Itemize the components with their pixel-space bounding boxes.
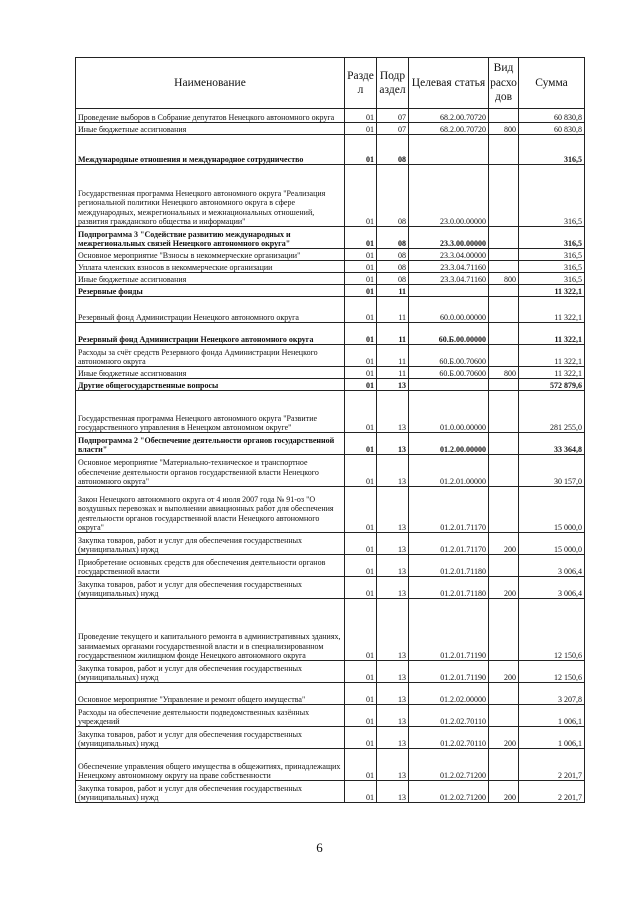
row-target-article: 01.2.02.71200 bbox=[409, 749, 489, 781]
row-sum: 11 322,1 bbox=[519, 297, 585, 323]
row-razdel: 01 bbox=[345, 249, 377, 261]
row-podrazdel: 08 bbox=[377, 135, 409, 165]
row-name: Приобретение основных средств для обеспечения деятельности органов государственной власти bbox=[76, 555, 345, 577]
row-target-article: 01.2.01.00000 bbox=[409, 455, 489, 487]
table-row bbox=[76, 433, 585, 455]
header-target-article: Целевая статья bbox=[409, 58, 489, 109]
row-name: Закупка товаров, работ и услуг для обеспечения государственных (муниципальных) нужд bbox=[76, 727, 345, 749]
row-razdel: 01 bbox=[345, 367, 377, 379]
row-expense-type: 800 bbox=[489, 123, 519, 135]
row-podrazdel: 13 bbox=[377, 749, 409, 781]
row-podrazdel: 08 bbox=[377, 249, 409, 261]
row-razdel: 01 bbox=[345, 297, 377, 323]
row-podrazdel: 13 bbox=[377, 577, 409, 599]
row-razdel: 01 bbox=[345, 749, 377, 781]
row-expense-type bbox=[489, 487, 519, 533]
page-number: 6 bbox=[316, 840, 323, 855]
row-name: Государственная программа Ненецкого автономного округа "Реализация региональной политики Ненецкого автономного округа в сфере международных, межрегиональных и межнациональных отношений, развития гражданского общества и информации" bbox=[76, 165, 345, 227]
row-razdel: 01 bbox=[345, 261, 377, 273]
row-razdel: 01 bbox=[345, 455, 377, 487]
row-razdel: 01 bbox=[345, 487, 377, 533]
table-row bbox=[76, 487, 585, 533]
row-sum: 1 006,1 bbox=[519, 727, 585, 749]
table-row bbox=[76, 165, 585, 227]
row-expense-type bbox=[489, 379, 519, 391]
row-sum: 3 006,4 bbox=[519, 577, 585, 599]
row-podrazdel: 07 bbox=[377, 109, 409, 123]
row-expense-type bbox=[489, 285, 519, 297]
table-row bbox=[76, 285, 585, 297]
row-target-article bbox=[409, 135, 489, 165]
row-podrazdel: 13 bbox=[377, 533, 409, 555]
row-sum: 12 150,6 bbox=[519, 599, 585, 661]
row-razdel: 01 bbox=[345, 323, 377, 345]
table-row bbox=[76, 391, 585, 433]
row-podrazdel: 13 bbox=[377, 599, 409, 661]
row-name: Международные отношения и международное сотрудничество bbox=[76, 135, 345, 165]
row-podrazdel: 08 bbox=[377, 165, 409, 227]
row-sum: 572 879,6 bbox=[519, 379, 585, 391]
table-row bbox=[76, 533, 585, 555]
row-expense-type bbox=[489, 391, 519, 433]
row-expense-type bbox=[489, 749, 519, 781]
row-expense-type bbox=[489, 249, 519, 261]
row-podrazdel: 11 bbox=[377, 323, 409, 345]
row-name: Резервный фонд Администрации Ненецкого автономного округа bbox=[76, 323, 345, 345]
row-expense-type bbox=[489, 165, 519, 227]
row-target-article: 01.2.00.00000 bbox=[409, 433, 489, 455]
row-target-article: 68.2.00.70720 bbox=[409, 109, 489, 123]
row-name: Закупка товаров, работ и услуг для обеспечения государственных (муниципальных) нужд bbox=[76, 533, 345, 555]
table-row bbox=[76, 455, 585, 487]
header-name: Наименование bbox=[76, 58, 345, 109]
row-target-article: 60.Б.00.70600 bbox=[409, 345, 489, 367]
row-expense-type bbox=[489, 455, 519, 487]
row-name: Основное мероприятие "Управление и ремонт общего имущества" bbox=[76, 683, 345, 705]
row-name: Подпрограмма 2 "Обеспечение деятельности органов государственной власти" bbox=[76, 433, 345, 455]
row-razdel: 01 bbox=[345, 391, 377, 433]
row-sum: 316,5 bbox=[519, 165, 585, 227]
row-target-article bbox=[409, 379, 489, 391]
row-podrazdel: 13 bbox=[377, 379, 409, 391]
row-name: Закупка товаров, работ и услуг для обеспечения государственных (муниципальных) нужд bbox=[76, 577, 345, 599]
row-expense-type: 200 bbox=[489, 661, 519, 683]
row-razdel: 01 bbox=[345, 533, 377, 555]
row-target-article: 01.2.01.71170 bbox=[409, 487, 489, 533]
row-name: Уплата членских взносов в некоммерческие организации bbox=[76, 261, 345, 273]
row-razdel: 01 bbox=[345, 123, 377, 135]
row-razdel: 01 bbox=[345, 705, 377, 727]
row-razdel: 01 bbox=[345, 109, 377, 123]
row-sum: 1 006,1 bbox=[519, 705, 585, 727]
row-razdel: 01 bbox=[345, 433, 377, 455]
row-sum: 11 322,1 bbox=[519, 323, 585, 345]
row-name: Другие общегосударственные вопросы bbox=[76, 379, 345, 391]
row-expense-type: 200 bbox=[489, 727, 519, 749]
row-podrazdel: 07 bbox=[377, 123, 409, 135]
row-sum: 11 322,1 bbox=[519, 285, 585, 297]
header-sum: Сумма bbox=[519, 58, 585, 109]
row-target-article: 60.Б.00.70600 bbox=[409, 367, 489, 379]
table-row bbox=[76, 109, 585, 123]
table-row bbox=[76, 599, 585, 661]
row-sum: 11 322,1 bbox=[519, 345, 585, 367]
row-expense-type bbox=[489, 599, 519, 661]
row-podrazdel: 13 bbox=[377, 555, 409, 577]
header-razdel: Разде л bbox=[345, 58, 377, 109]
row-sum: 316,5 bbox=[519, 227, 585, 249]
row-sum: 316,5 bbox=[519, 273, 585, 285]
row-target-article: 01.2.01.71190 bbox=[409, 599, 489, 661]
row-sum: 11 322,1 bbox=[519, 367, 585, 379]
row-expense-type bbox=[489, 555, 519, 577]
row-sum: 316,5 bbox=[519, 249, 585, 261]
header-expense-type: Вид расхо дов bbox=[489, 58, 519, 109]
row-name: Проведение текущего и капитального ремонта в административных зданиях, занимаемых органами государственной власти и в специализированном государственном жилищном фонде Ненецкого автономного округа bbox=[76, 599, 345, 661]
row-name: Закон Ненецкого автономного округа от 4 июля 2007 года № 91-оз "О воздушных перевозках и выполнении авиационных работ для обеспечения деятельности органов государственной власти Ненецкого автономного округа" bbox=[76, 487, 345, 533]
row-name: Иные бюджетные ассигнования bbox=[76, 273, 345, 285]
table-row bbox=[76, 367, 585, 379]
row-sum: 60 830,8 bbox=[519, 109, 585, 123]
row-target-article: 01.0.00.00000 bbox=[409, 391, 489, 433]
row-target-article: 01.2.02.00000 bbox=[409, 683, 489, 705]
budget-table bbox=[75, 57, 585, 803]
row-sum: 12 150,6 bbox=[519, 661, 585, 683]
row-target-article: 23.0.00.00000 bbox=[409, 165, 489, 227]
row-sum: 3 006,4 bbox=[519, 555, 585, 577]
row-name: Закупка товаров, работ и услуг для обеспечения государственных (муниципальных) нужд bbox=[76, 781, 345, 803]
row-podrazdel: 13 bbox=[377, 705, 409, 727]
row-razdel: 01 bbox=[345, 555, 377, 577]
row-sum: 30 157,0 bbox=[519, 455, 585, 487]
table-row bbox=[76, 727, 585, 749]
table-row bbox=[76, 249, 585, 261]
row-target-article: 01.2.01.71180 bbox=[409, 555, 489, 577]
table-row bbox=[76, 297, 585, 323]
header-podrazdel: Подр аздел bbox=[377, 58, 409, 109]
row-sum: 60 830,8 bbox=[519, 123, 585, 135]
row-razdel: 01 bbox=[345, 683, 377, 705]
row-name: Основное мероприятие "Материально-техническое и транспортное обеспечение деятельности органов государственной власти Ненецкого автономного округа" bbox=[76, 455, 345, 487]
row-podrazdel: 13 bbox=[377, 727, 409, 749]
row-podrazdel: 13 bbox=[377, 487, 409, 533]
row-target-article bbox=[409, 285, 489, 297]
table-row bbox=[76, 273, 585, 285]
row-name: Расходы на обеспечение деятельности подведомственных казённых учреждений bbox=[76, 705, 345, 727]
row-podrazdel: 11 bbox=[377, 367, 409, 379]
row-target-article: 23.3.04.00000 bbox=[409, 249, 489, 261]
row-razdel: 01 bbox=[345, 227, 377, 249]
row-target-article: 60.Б.00.00000 bbox=[409, 323, 489, 345]
row-expense-type bbox=[489, 297, 519, 323]
row-expense-type bbox=[489, 109, 519, 123]
row-razdel: 01 bbox=[345, 285, 377, 297]
row-target-article: 68.2.00.70720 bbox=[409, 123, 489, 135]
table-row bbox=[76, 227, 585, 249]
row-podrazdel: 11 bbox=[377, 345, 409, 367]
row-razdel: 01 bbox=[345, 379, 377, 391]
row-target-article: 01.2.01.71190 bbox=[409, 661, 489, 683]
row-target-article: 01.2.01.71170 bbox=[409, 533, 489, 555]
row-target-article: 60.0.00.00000 bbox=[409, 297, 489, 323]
row-podrazdel: 13 bbox=[377, 661, 409, 683]
row-razdel: 01 bbox=[345, 599, 377, 661]
row-expense-type bbox=[489, 323, 519, 345]
row-name: Обеспечение управления общего имущества в общежитиях, принадлежащих Ненецкому автономному округу на праве собственности bbox=[76, 749, 345, 781]
row-sum: 3 207,8 bbox=[519, 683, 585, 705]
table-row bbox=[76, 261, 585, 273]
row-target-article: 01.2.02.70110 bbox=[409, 705, 489, 727]
row-expense-type bbox=[489, 433, 519, 455]
table-row bbox=[76, 555, 585, 577]
table-row bbox=[76, 661, 585, 683]
row-expense-type bbox=[489, 705, 519, 727]
row-razdel: 01 bbox=[345, 165, 377, 227]
row-podrazdel: 13 bbox=[377, 781, 409, 803]
row-expense-type bbox=[489, 345, 519, 367]
table-row bbox=[76, 135, 585, 165]
row-podrazdel: 11 bbox=[377, 285, 409, 297]
table-header-row bbox=[76, 58, 585, 109]
row-name: Проведение выборов в Собрание депутатов Ненецкого автономного округа bbox=[76, 109, 345, 123]
table-row bbox=[76, 705, 585, 727]
row-sum: 316,5 bbox=[519, 135, 585, 165]
row-podrazdel: 08 bbox=[377, 273, 409, 285]
table-body bbox=[76, 109, 585, 803]
row-razdel: 01 bbox=[345, 781, 377, 803]
row-name: Резервный фонд Администрации Ненецкого автономного округа bbox=[76, 297, 345, 323]
row-podrazdel: 08 bbox=[377, 227, 409, 249]
row-name: Государственная программа Ненецкого автономного округа "Развитие государственного управления в Ненецком автономном округе" bbox=[76, 391, 345, 433]
row-podrazdel: 13 bbox=[377, 391, 409, 433]
row-expense-type bbox=[489, 135, 519, 165]
row-name: Иные бюджетные ассигнования bbox=[76, 367, 345, 379]
row-expense-type: 200 bbox=[489, 781, 519, 803]
row-expense-type bbox=[489, 261, 519, 273]
row-target-article: 23.3.04.71160 bbox=[409, 273, 489, 285]
table-row bbox=[76, 123, 585, 135]
row-expense-type bbox=[489, 683, 519, 705]
row-podrazdel: 13 bbox=[377, 455, 409, 487]
row-sum: 316,5 bbox=[519, 261, 585, 273]
table-row bbox=[76, 683, 585, 705]
row-name: Подпрограмма 3 "Содействие развитию международных и межрегиональных связей Ненецкого автономного округа" bbox=[76, 227, 345, 249]
row-sum: 15 000,0 bbox=[519, 487, 585, 533]
row-target-article: 23.3.00.00000 bbox=[409, 227, 489, 249]
row-sum: 281 255,0 bbox=[519, 391, 585, 433]
row-name: Основное мероприятие "Взносы в некоммерческие организации" bbox=[76, 249, 345, 261]
row-name: Иные бюджетные ассигнования bbox=[76, 123, 345, 135]
row-razdel: 01 bbox=[345, 135, 377, 165]
row-name: Закупка товаров, работ и услуг для обеспечения государственных (муниципальных) нужд bbox=[76, 661, 345, 683]
row-expense-type: 800 bbox=[489, 273, 519, 285]
table-row bbox=[76, 749, 585, 781]
row-podrazdel: 13 bbox=[377, 683, 409, 705]
table-row bbox=[76, 379, 585, 391]
row-name: Резервные фонды bbox=[76, 285, 345, 297]
row-expense-type: 800 bbox=[489, 367, 519, 379]
row-razdel: 01 bbox=[345, 727, 377, 749]
row-podrazdel: 11 bbox=[377, 297, 409, 323]
row-podrazdel: 08 bbox=[377, 261, 409, 273]
row-expense-type: 200 bbox=[489, 533, 519, 555]
row-target-article: 01.2.02.70110 bbox=[409, 727, 489, 749]
row-expense-type: 200 bbox=[489, 577, 519, 599]
row-target-article: 23.3.04.71160 bbox=[409, 261, 489, 273]
row-sum: 15 000,0 bbox=[519, 533, 585, 555]
row-target-article: 01.2.02.71200 bbox=[409, 781, 489, 803]
row-razdel: 01 bbox=[345, 273, 377, 285]
row-sum: 2 201,7 bbox=[519, 749, 585, 781]
row-razdel: 01 bbox=[345, 661, 377, 683]
row-target-article: 01.2.01.71180 bbox=[409, 577, 489, 599]
row-razdel: 01 bbox=[345, 577, 377, 599]
table-row bbox=[76, 577, 585, 599]
row-sum: 2 201,7 bbox=[519, 781, 585, 803]
table-row bbox=[76, 323, 585, 345]
row-sum: 33 364,8 bbox=[519, 433, 585, 455]
table-row bbox=[76, 781, 585, 803]
table-row bbox=[76, 345, 585, 367]
row-expense-type bbox=[489, 227, 519, 249]
row-name: Расходы за счёт средств Резервного фонда Администрации Ненецкого автономного округа bbox=[76, 345, 345, 367]
row-podrazdel: 13 bbox=[377, 433, 409, 455]
row-razdel: 01 bbox=[345, 345, 377, 367]
